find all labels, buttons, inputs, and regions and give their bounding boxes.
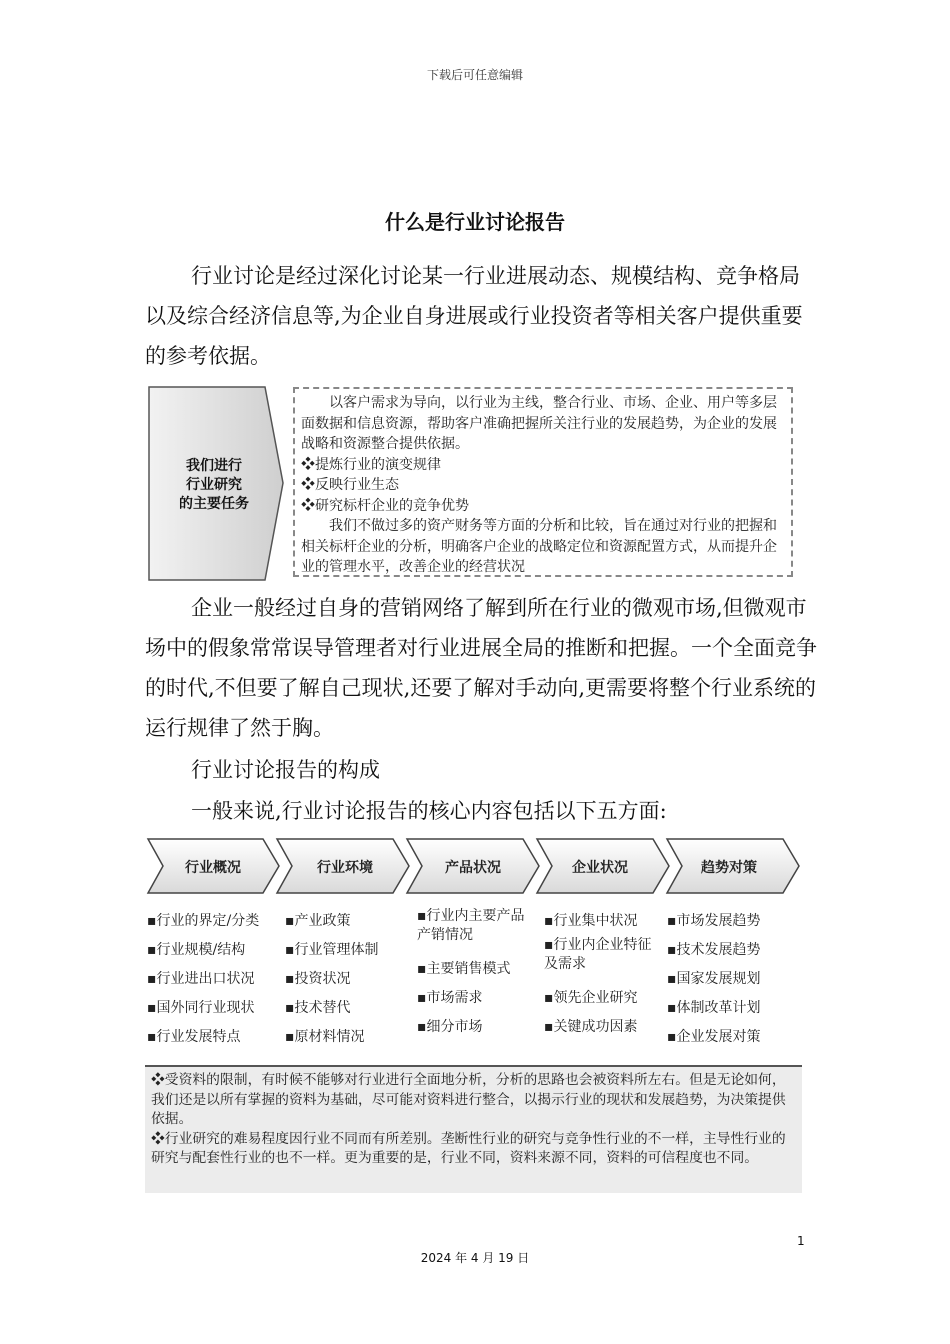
composition-heading bbox=[145, 750, 817, 790]
tasks-label-line: 的主要任务 bbox=[179, 496, 249, 512]
column-item: ▪原材料情况 bbox=[285, 1029, 365, 1045]
column-item: ▪投资状况 bbox=[285, 971, 351, 987]
step-行业环境 bbox=[277, 839, 409, 893]
column-item: ▪行业管理体制 bbox=[285, 942, 379, 958]
page-number: 1 bbox=[797, 1234, 805, 1248]
step-企业状况 bbox=[537, 839, 669, 893]
step-行业概况 bbox=[148, 839, 279, 893]
note: ❖行业研究的难易程度因行业不同而有所差别。垄断性行业的研究与竞争性行业的不一样，主导性行业的研究与配套性行业的也不一样。更为重要的是，行业不同，资料来源不同，资料的可信程度也不同。 bbox=[151, 1130, 786, 1166]
column-item: ▪国外同行业现状 bbox=[147, 1000, 255, 1016]
step-label: 行业环境 bbox=[317, 860, 373, 876]
market-paragraph-text: 企业一般经过自身的营销网络了解到所在行业的微观市场,但微观市场中的假象常常误导管理者对行业进展全局的推断和把握。一个全面竞争的时代,不但要了解自己现状,还要了解对手动向,更需要将整个行业系统的运行规律了然于胸。 bbox=[145, 596, 817, 740]
five-aspects-paragraph bbox=[145, 791, 817, 831]
column-企业状况 bbox=[544, 907, 656, 1042]
step-产品状况 bbox=[407, 839, 539, 893]
step-趋势对策 bbox=[667, 839, 799, 893]
column-item: ▪行业发展特点 bbox=[147, 1029, 241, 1045]
column-item: ▪细分市场 bbox=[417, 1019, 483, 1035]
process-flow bbox=[145, 835, 802, 895]
page-footer-date: 2024 年 4 月 19 日 bbox=[420, 1251, 530, 1265]
tasks-label-line: 行业研究 bbox=[186, 477, 242, 493]
column-item: ▪市场发展趋势 bbox=[667, 913, 761, 929]
tasks-bullet: ❖提炼行业的演变规律 bbox=[301, 456, 441, 473]
column-item: ▪技术替代 bbox=[285, 1000, 351, 1016]
market-paragraph bbox=[145, 588, 817, 748]
intro-paragraph bbox=[145, 256, 817, 376]
tasks-label bbox=[159, 457, 269, 514]
column-行业概况 bbox=[147, 907, 282, 1052]
column-item: ▪关键成功因素 bbox=[544, 1019, 638, 1035]
column-趋势对策 bbox=[667, 907, 797, 1052]
column-item: ▪技术发展趋势 bbox=[667, 942, 761, 958]
step-label: 企业状况 bbox=[572, 860, 628, 876]
tasks-bullet: ❖研究标杆企业的竞争优势 bbox=[301, 497, 469, 514]
column-item: ▪行业集中状况 bbox=[544, 913, 638, 929]
notes-box bbox=[145, 1065, 802, 1193]
tasks-closing: 我们不做过多的资产财务等方面的分析和比较，旨在通过对行业的把握和相关标杆企业的分析，明确客户企业的战略定位和资源配置方式，从而提升企业的管理水平，改善企业的经营状况 bbox=[301, 518, 777, 575]
tasks-bullet: ❖反映行业生态 bbox=[301, 477, 399, 493]
document-title: 什么是行业讨论报告 bbox=[385, 210, 565, 234]
column-item: ▪行业进出口状况 bbox=[147, 971, 255, 987]
column-item: ▪企业发展对策 bbox=[667, 1029, 761, 1045]
intro-paragraph-text: 行业讨论是经过深化讨论某一行业进展动态、规模结构、竞争格局以及综合经济信息等,为企业自身进展或行业投资者等相关客户提供重要的参考依据。 bbox=[145, 264, 803, 368]
column-item: ▪产业政策 bbox=[285, 913, 351, 929]
step-label: 产品状况 bbox=[445, 860, 501, 876]
column-item: ▪国家发展规划 bbox=[667, 971, 761, 987]
page-header: 下载后可任意编辑 bbox=[426, 68, 523, 82]
tasks-label-line: 我们进行 bbox=[186, 458, 242, 474]
column-行业环境 bbox=[285, 907, 410, 1052]
column-item: ▪领先企业研究 bbox=[544, 990, 638, 1006]
research-tasks-figure bbox=[147, 385, 802, 582]
column-item: ▪行业内主要产品产销情况 bbox=[417, 908, 525, 943]
step-label: 行业概况 bbox=[185, 860, 241, 876]
column-产品状况 bbox=[417, 907, 529, 1042]
column-item: ▪行业规模/结构 bbox=[147, 942, 246, 958]
note: ❖受资料的限制，有时候不能够对行业进行全面地分析，分析的思路也会被资料所左右。但是无论如何，我们还是以所有掌握的资料为基础，尽可能对资料进行整合，以揭示行业的现状和发展趋势，为决策提供依据。 bbox=[151, 1072, 786, 1127]
composition-heading-text: 行业讨论报告的构成 bbox=[191, 758, 380, 782]
step-label: 趋势对策 bbox=[701, 860, 757, 876]
tasks-description-box bbox=[293, 387, 793, 577]
column-item: ▪行业内企业特征及需求 bbox=[544, 937, 652, 972]
tasks-intro: 以客户需求为导向，以行业为主线，整合行业、市场、企业、用户等多层面数据和信息资源，帮助客户准确把握所关注行业的发展趋势，为企业的发展战略和资源整合提供依据。 bbox=[301, 395, 777, 452]
column-item: ▪行业的界定/分类 bbox=[147, 913, 260, 929]
report-components-figure bbox=[145, 835, 802, 1195]
five-aspects-paragraph-text: 一般来说,行业讨论报告的核心内容包括以下五方面: bbox=[191, 799, 667, 823]
column-item: ▪体制改革计划 bbox=[667, 1000, 761, 1016]
column-item: ▪市场需求 bbox=[417, 990, 483, 1006]
column-item: ▪主要销售模式 bbox=[417, 961, 511, 977]
